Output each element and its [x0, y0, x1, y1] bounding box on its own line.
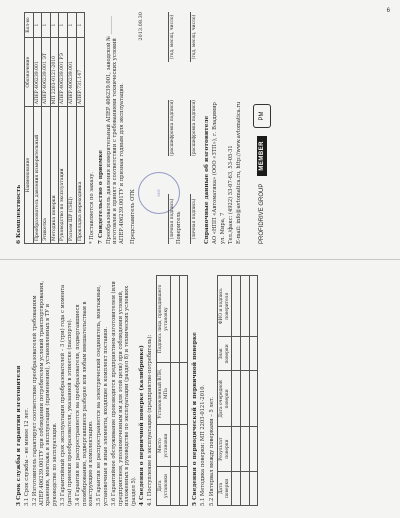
logos-row — [253, 12, 271, 244]
table-row — [179, 276, 188, 506]
table-row: Преобразователь давления измерительный АПЕР.406239.001 1 — [33, 13, 42, 244]
verifier-title: Поверитель — [175, 211, 182, 244]
s4-text: 4.1 Поступление в эксплуатацию (предприятие-потребитель): — [147, 334, 154, 506]
s5-line: 5.1 Методика поверки: МП 2203-0121-2010. — [200, 384, 207, 506]
table-header: Обозначение — [25, 38, 34, 107]
table-header: Результат поверки — [218, 427, 232, 471]
contact-line: ул. Мира, 7 — [219, 212, 226, 244]
s3-paragraph: 3.5 Гарантия не распространяется на электрический соединитель, монтажные, установочные и иные элементы, входящие в комплект поставки. — [96, 285, 109, 506]
pm-logo: PM — [253, 104, 271, 128]
verifier-signature-line — [190, 12, 197, 244]
table-header: ФИО и подпись поверителя — [218, 276, 232, 337]
section-7-title: 7 Свидетельство о приемке — [97, 150, 104, 244]
table-row — [241, 276, 250, 506]
right-half — [0, 0, 400, 256]
s3-paragraph: 3.3 Гарантийный срок эксплуатации преобразователей – 3 (три) года с момента (даты) приемки преобразователя, указанной в этикетке (паспорте). — [60, 284, 73, 506]
section-5-title: 5 Сведения о периодической и первичной поверке — [192, 332, 199, 506]
table-row: Этикетка АПЕР.406239.001 ЭТ 1 — [42, 13, 51, 244]
page-number: 6 — [386, 8, 390, 14]
profidrive-logo: PROFIDRIVE GROUP — [258, 183, 265, 244]
s3-paragraph: 3.4 Гарантия не распространяется на преобразователи, подвергавшиеся пломбированию, подвергавшиеся разборке или любым вмешательствам в конструкцию и комплектацию. — [74, 301, 95, 506]
date-caption: (год, месяц, число) — [190, 12, 197, 62]
table-row: Разъем ШР (СНЦ) АПЕР.406239.001 1 — [67, 13, 76, 244]
contact-line: E-mail: info@avtomatica.ru, http://www.avtomatica.ru — [236, 101, 243, 244]
table-row — [249, 276, 258, 506]
s3-paragraph: 3.1 Срок службы – не менее 12 лет. — [24, 407, 30, 506]
sig-caption: (личная подпись) — [190, 194, 197, 244]
s3-paragraph: 3.6 Гарантийное обслуживание производится предприятием-изготовителем (или предприятием, уполномоченным им для этой цели) при соблюдении условий, изложенных в руководстве по эксплуатации (раздел 8) и технических условиях (раздел 5). — [111, 281, 137, 506]
installation-table — [156, 275, 188, 506]
table-row: Руководство по эксплуатации АПЕР.406239.001 РЭ 1 — [59, 13, 68, 244]
table-header: Дата поверки — [218, 471, 232, 505]
table-row: Методика поверки МП 2203-0121-2010 1 — [50, 13, 59, 244]
s5-line: 5.2 Интервал между поверками – 5 лет. — [208, 396, 215, 506]
acceptance-date: 2013.08.30 — [137, 12, 144, 41]
contacts-title: Справочные данные об изготовителе — [203, 115, 210, 244]
left-half — [0, 263, 400, 518]
sig-caption: (расшифровка подписи) — [191, 100, 197, 156]
table-row: Прокладка переходника АПЕР.731.147 1 — [76, 13, 85, 244]
contact-line: АО «НПП «Автоматика» (ООО «ЗТП»), г. Владимир — [211, 102, 218, 244]
contact-line: Тел./факс: (4922) 53-07-63, 53-05-31 — [227, 145, 234, 244]
member-logo: MEMBER — [257, 136, 267, 176]
otk-block — [129, 12, 197, 244]
sig-caption: (личная подпись) — [168, 194, 175, 244]
section-6-title: 6 Комплектность — [16, 184, 22, 244]
verification-table — [217, 275, 258, 506]
table-row — [171, 276, 180, 506]
acceptance-text: Преобразователь давления измерительный АПЕР.406239.001, заводской № _______ изготовлен и принят в соответствии с требованиями технических условий АПЕР.406239.001ТУ и признан годным для эксплуатации. — [105, 16, 125, 244]
table-header: Дата установки — [157, 466, 171, 505]
table-header: Место установки — [157, 425, 171, 467]
table-row — [232, 276, 241, 506]
table-header: Кол-во — [25, 13, 34, 38]
signature-line — [168, 12, 175, 244]
otk-label: Представитель ОТК — [129, 189, 136, 244]
s3-paragraph: 3.2 Изготовитель гарантирует соответствие преобразователей требованиям АПЕР.406239.001ТУ при соблюдении потребителем условий транспортирования, хранения, монтажа и эксплуатации (применения), установленных в ТУ и руководстве по эксплуатации. — [32, 280, 58, 506]
table-header: Наименование — [25, 107, 34, 244]
sig-caption: (расшифровка подписи) — [169, 100, 175, 156]
section-3-title: 3 Срок службы и гарантии изготовителя — [16, 365, 22, 506]
table-header: Подпись лица, проводившего установку — [157, 276, 171, 363]
section-4-title: 4 Сведения о первичной поверке (калибровке) — [139, 345, 146, 506]
table-header: Знак поверки — [218, 337, 232, 371]
table-header: Установленный ВЛН, МПа — [157, 362, 171, 424]
fold-line — [0, 259, 400, 260]
date-caption: (год, месяц, число) — [168, 12, 175, 62]
stamp-text: МП — [156, 189, 162, 197]
completeness-table — [24, 12, 85, 244]
table-header: Дата очередной поверки — [218, 371, 232, 427]
table-note: * Поставляется по заказу. — [89, 171, 96, 244]
